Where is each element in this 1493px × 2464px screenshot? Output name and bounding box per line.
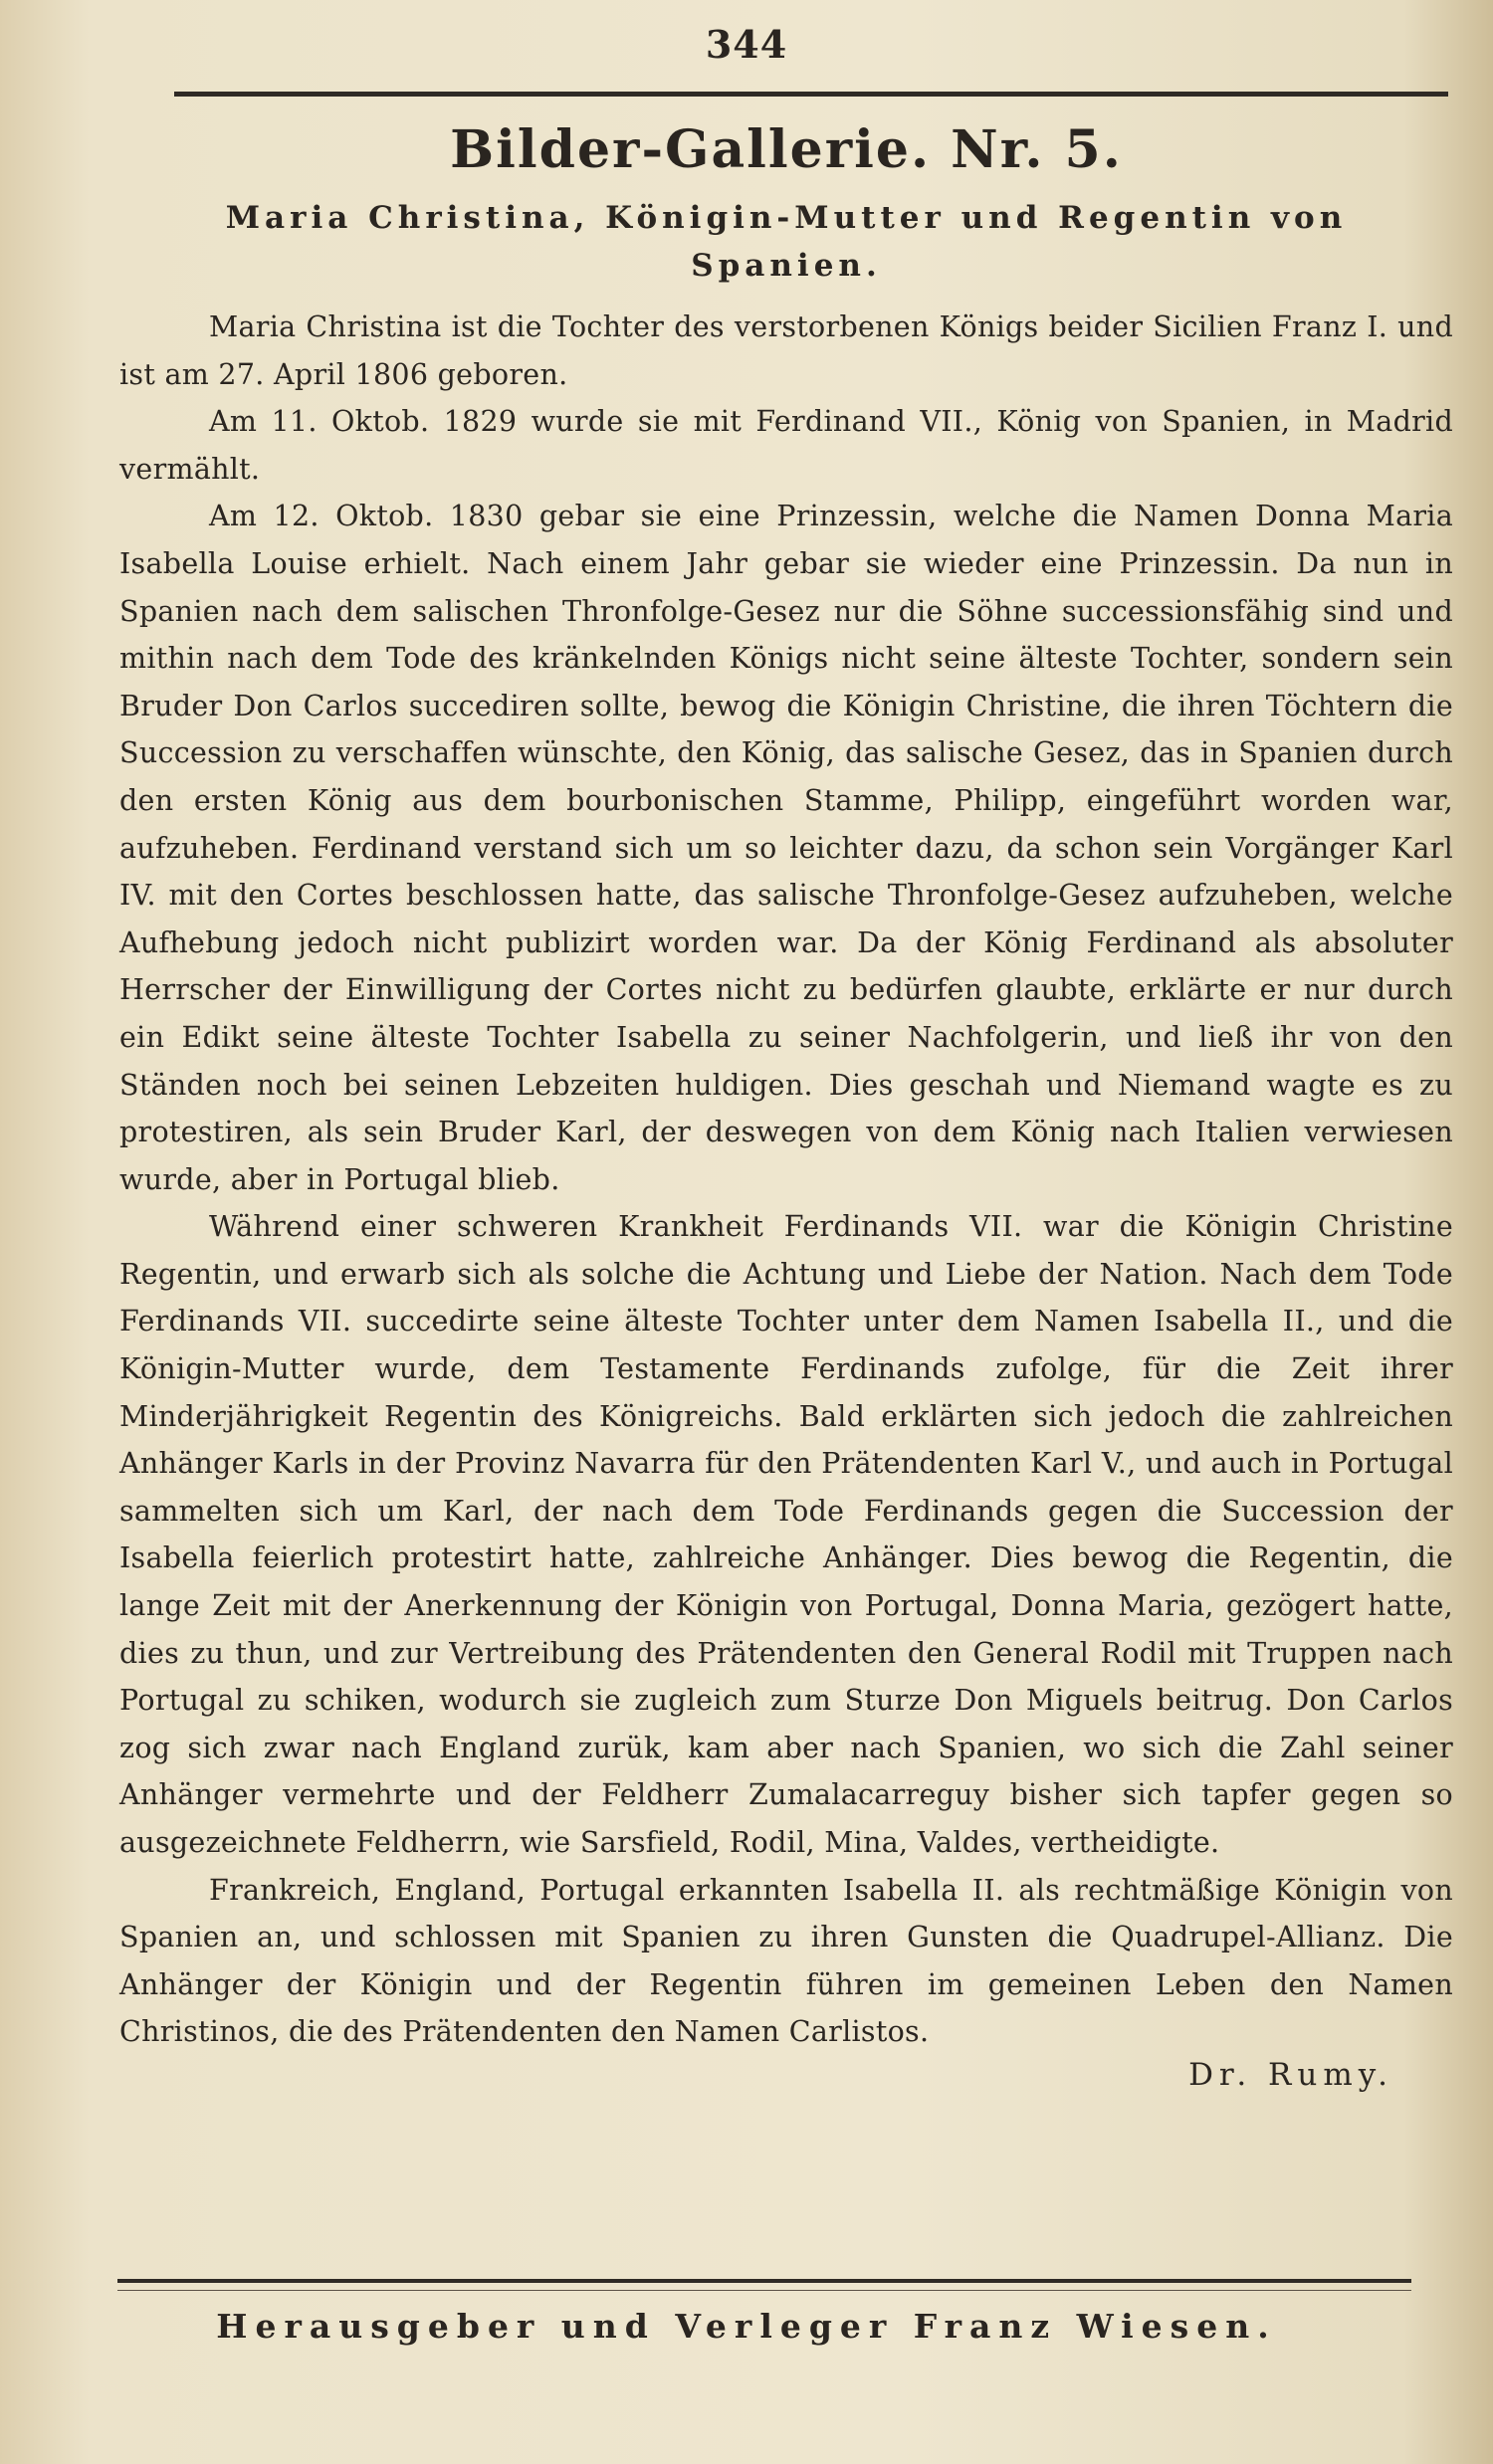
article-heading: Bilder-Gallerie. Nr. 5. xyxy=(450,119,1123,180)
bottom-rule-thin xyxy=(117,2290,1411,2291)
top-rule xyxy=(174,92,1448,97)
page-number: 344 xyxy=(705,22,788,67)
article xyxy=(119,111,1453,2100)
publisher-line: Herausgeber und Verleger Franz Wiesen. xyxy=(216,2307,1277,2346)
paragraph-2: Am 11. Oktob. 1829 wurde sie mit Ferdinand VII., König von Spanien, in Madrid vermählt. xyxy=(119,405,1453,486)
paragraph-4: Während einer schweren Krankheit Ferdinands VII. war die Königin Christine Regentin, und erwarb sich als solche die Achtung und Liebe der Nation. Nach dem Tode Ferdinands VII. succedirte seine älteste Tochter unter dem Namen Isabella II., und die Königin-Mutter wurde, dem Testamente Ferdinands zufolge, für die Zeit ihrer Minderjährigkeit Regentin des Königreichs. Bald erklärten sich jedoch die zahlreichen Anhänger Karls in der Provinz Navarra für den Prätendenten Karl V., und auch in Portugal sammelten sich um Karl, der nach dem Tode Ferdinands gegen die Succession der Isabella feierlich protestirt hatte, zahlreiche Anhänger. Dies bewog die Regentin, die lange Zeit mit der Anerkennung der Königin von Portugal, Donna Maria, gezögert hatte, dies zu thun, und zur Vertreibung des Prätendenten den General Rodil mit Truppen nach Portugal zu schiken, wodurch sie zugleich zum Sturze Don Miguels beitrug. Don Carlos zog sich zwar nach England zurük, kam aber nach Spanien, wo sich die Zahl seiner Anhänger vermehrte und der Feldherr Zumalacarreguy bisher sich tapfer gegen so ausgezeichnete Feldherrn, wie Sarsfield, Rodil, Mina, Valdes, vertheidigte. xyxy=(119,1210,1453,1859)
paragraph-1: Maria Christina ist die Tochter des verstorbenen Königs beider Sicilien Franz I. und ist am 27. April 1806 geboren. xyxy=(119,310,1453,391)
paragraph-3: Am 12. Oktob. 1830 gebar sie eine Prinzessin, welche die Namen Donna Maria Isabella Louise erhielt. Nach einem Jahr gebar sie wieder eine Prinzessin. Da nun in Spanien nach dem salischen Thronfolge-Gesez nur die Söhne successionsfähig sind und mithin nach dem Tode des kränkelnden Königs nicht seine älteste Tochter, sondern sein Bruder Don Carlos succediren sollte, bewog die Königin Christine, die ihren Töchtern die Succession zu verschaffen wünschte, den König, das salische Gesez, das in Spanien durch den ersten König aus dem bourbonischen Stamme, Philipp, eingeführt worden war, aufzuheben. Ferdinand verstand sich um so leichter dazu, da schon sein Vorgänger Karl IV. mit den Cortes beschlossen hatte, das salische Thronfolge-Gesez aufzuheben, welche Aufhebung jedoch nicht publizirt worden war. Da der König Ferdinand als absoluter Herrscher der Einwilligung der Cortes nicht zu bedürfen glaubte, erklärte er nur durch ein Edikt seine älteste Tochter Isabella zu seiner Nachfolgerin, und ließ ihr von den Ständen noch bei seinen Lebzeiten huldigen. Dies geschah und Niemand wagte es zu protestiren, als sein Bruder Karl, der deswegen von dem König nach Italien verwiesen wurde, aber in Portugal blieb. xyxy=(119,500,1453,1196)
bottom-rule xyxy=(117,2279,1411,2283)
paragraph-5: Frankreich, England, Portugal erkannten Isabella II. als rechtmäßige Königin von Spanien an, und schlossen mit Spanien zu ihren Gunsten die Quadrupel-Allianz. Die Anhänger der Königin und der Regentin führen im gemeinen Leben den Namen Christinos, die des Prätendenten den Namen Carlistos. xyxy=(119,1873,1453,2049)
author-signature: Dr. Rumy. xyxy=(1188,2056,1393,2093)
article-subtitle: Maria Christina, Königin-Mutter und Regentin von Spanien. xyxy=(225,200,1348,284)
